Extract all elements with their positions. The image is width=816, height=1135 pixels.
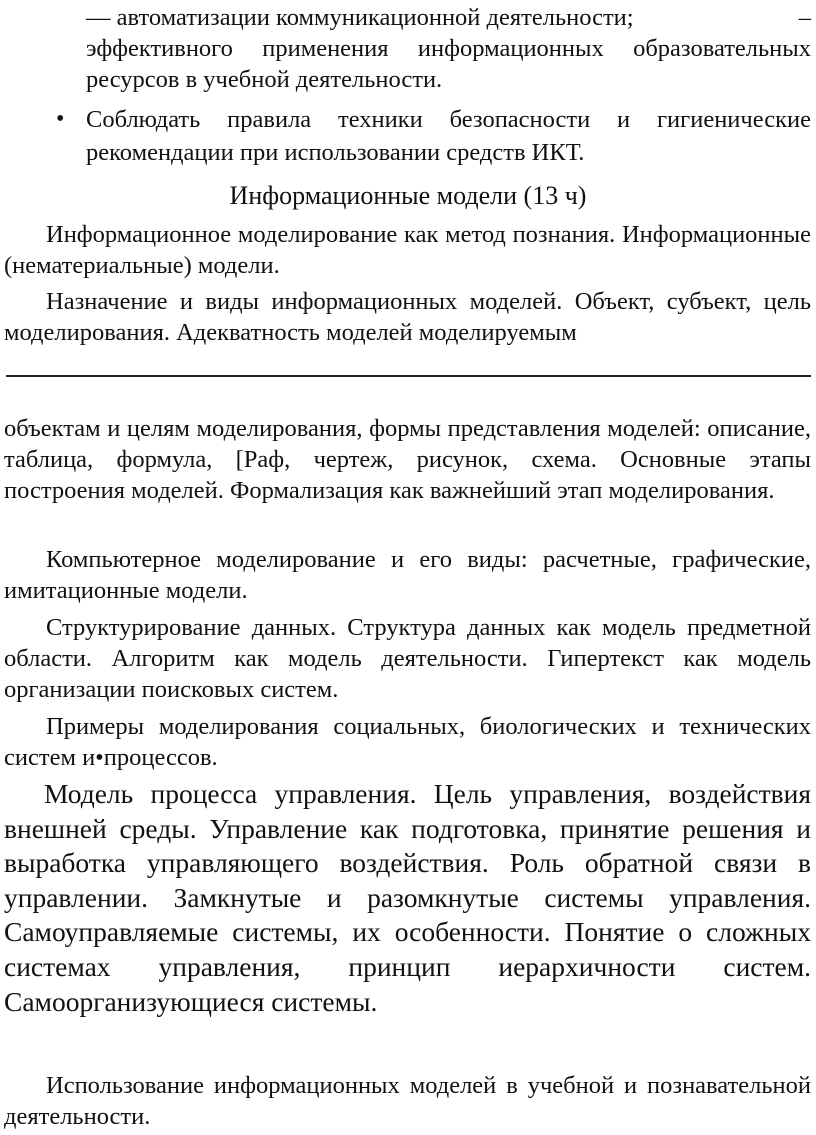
section-heading: Информационные модели (13 ч) xyxy=(229,181,587,210)
stray-mark: – xyxy=(798,4,811,31)
dash-list-continuation: эффективного применения информационных образовательных ресурсов в учебной деятельности. xyxy=(86,35,811,93)
paragraph-data-structuring: Структурирование данных. Структура данных как модель предметной области. Алгоритм как модель деятельности. Гипертекст как модель организации поисковых систем. xyxy=(4,614,811,704)
paragraph-model-forms: объектам и целям моделирования, формы представления моделей: описание, таблица, формула, [Раф, чертеж, рисунок, схема. Основные этапы построения моделей. Формализация как важнейший этап моделирования. xyxy=(4,415,811,505)
paragraph-modeling-method: Информационное моделирование как метод познания. Информационные (нематериальные) модели. xyxy=(4,221,811,280)
bullet-icon: • xyxy=(56,106,65,132)
paragraph-model-types: Назначение и виды информационных моделей. Объект, субъект, цель моделирования. Адекватность моделей моделируемым xyxy=(4,288,811,347)
paragraph-computer-modeling: Компьютерное моделирование и его виды: расчетные, графические, имитационные модели. xyxy=(4,546,811,605)
page-break-divider xyxy=(6,375,811,377)
paragraph-control-process: Модель процесса управления. Цель управления, воздействия внешней среды. Управление как подготовка, принятие решения и выработка управляющего воздействия. Роль обратной связи в управлении. Замкнутые и разомкнутые системы управления. Самоуправляемые системы, их особенности. Понятие о сложных системах управления, принцип иерархичности систем. Самоорганизующиеся системы. xyxy=(4,778,811,1017)
bullet-list-item: Соблюдать правила техники безопасности и гигиенические рекомендации при использовании средств ИКТ. xyxy=(86,106,811,166)
paragraph-model-usage: Использование информационных моделей в учебной и познавательной деятельности. xyxy=(4,1072,811,1131)
dash-list-line-1: — автоматизации коммуникационной деятельности; xyxy=(86,4,634,31)
paragraph-system-examples: Примеры моделирования социальных, биологических и технических систем и•процессов. xyxy=(4,713,811,772)
dash-list-item xyxy=(86,2,811,95)
